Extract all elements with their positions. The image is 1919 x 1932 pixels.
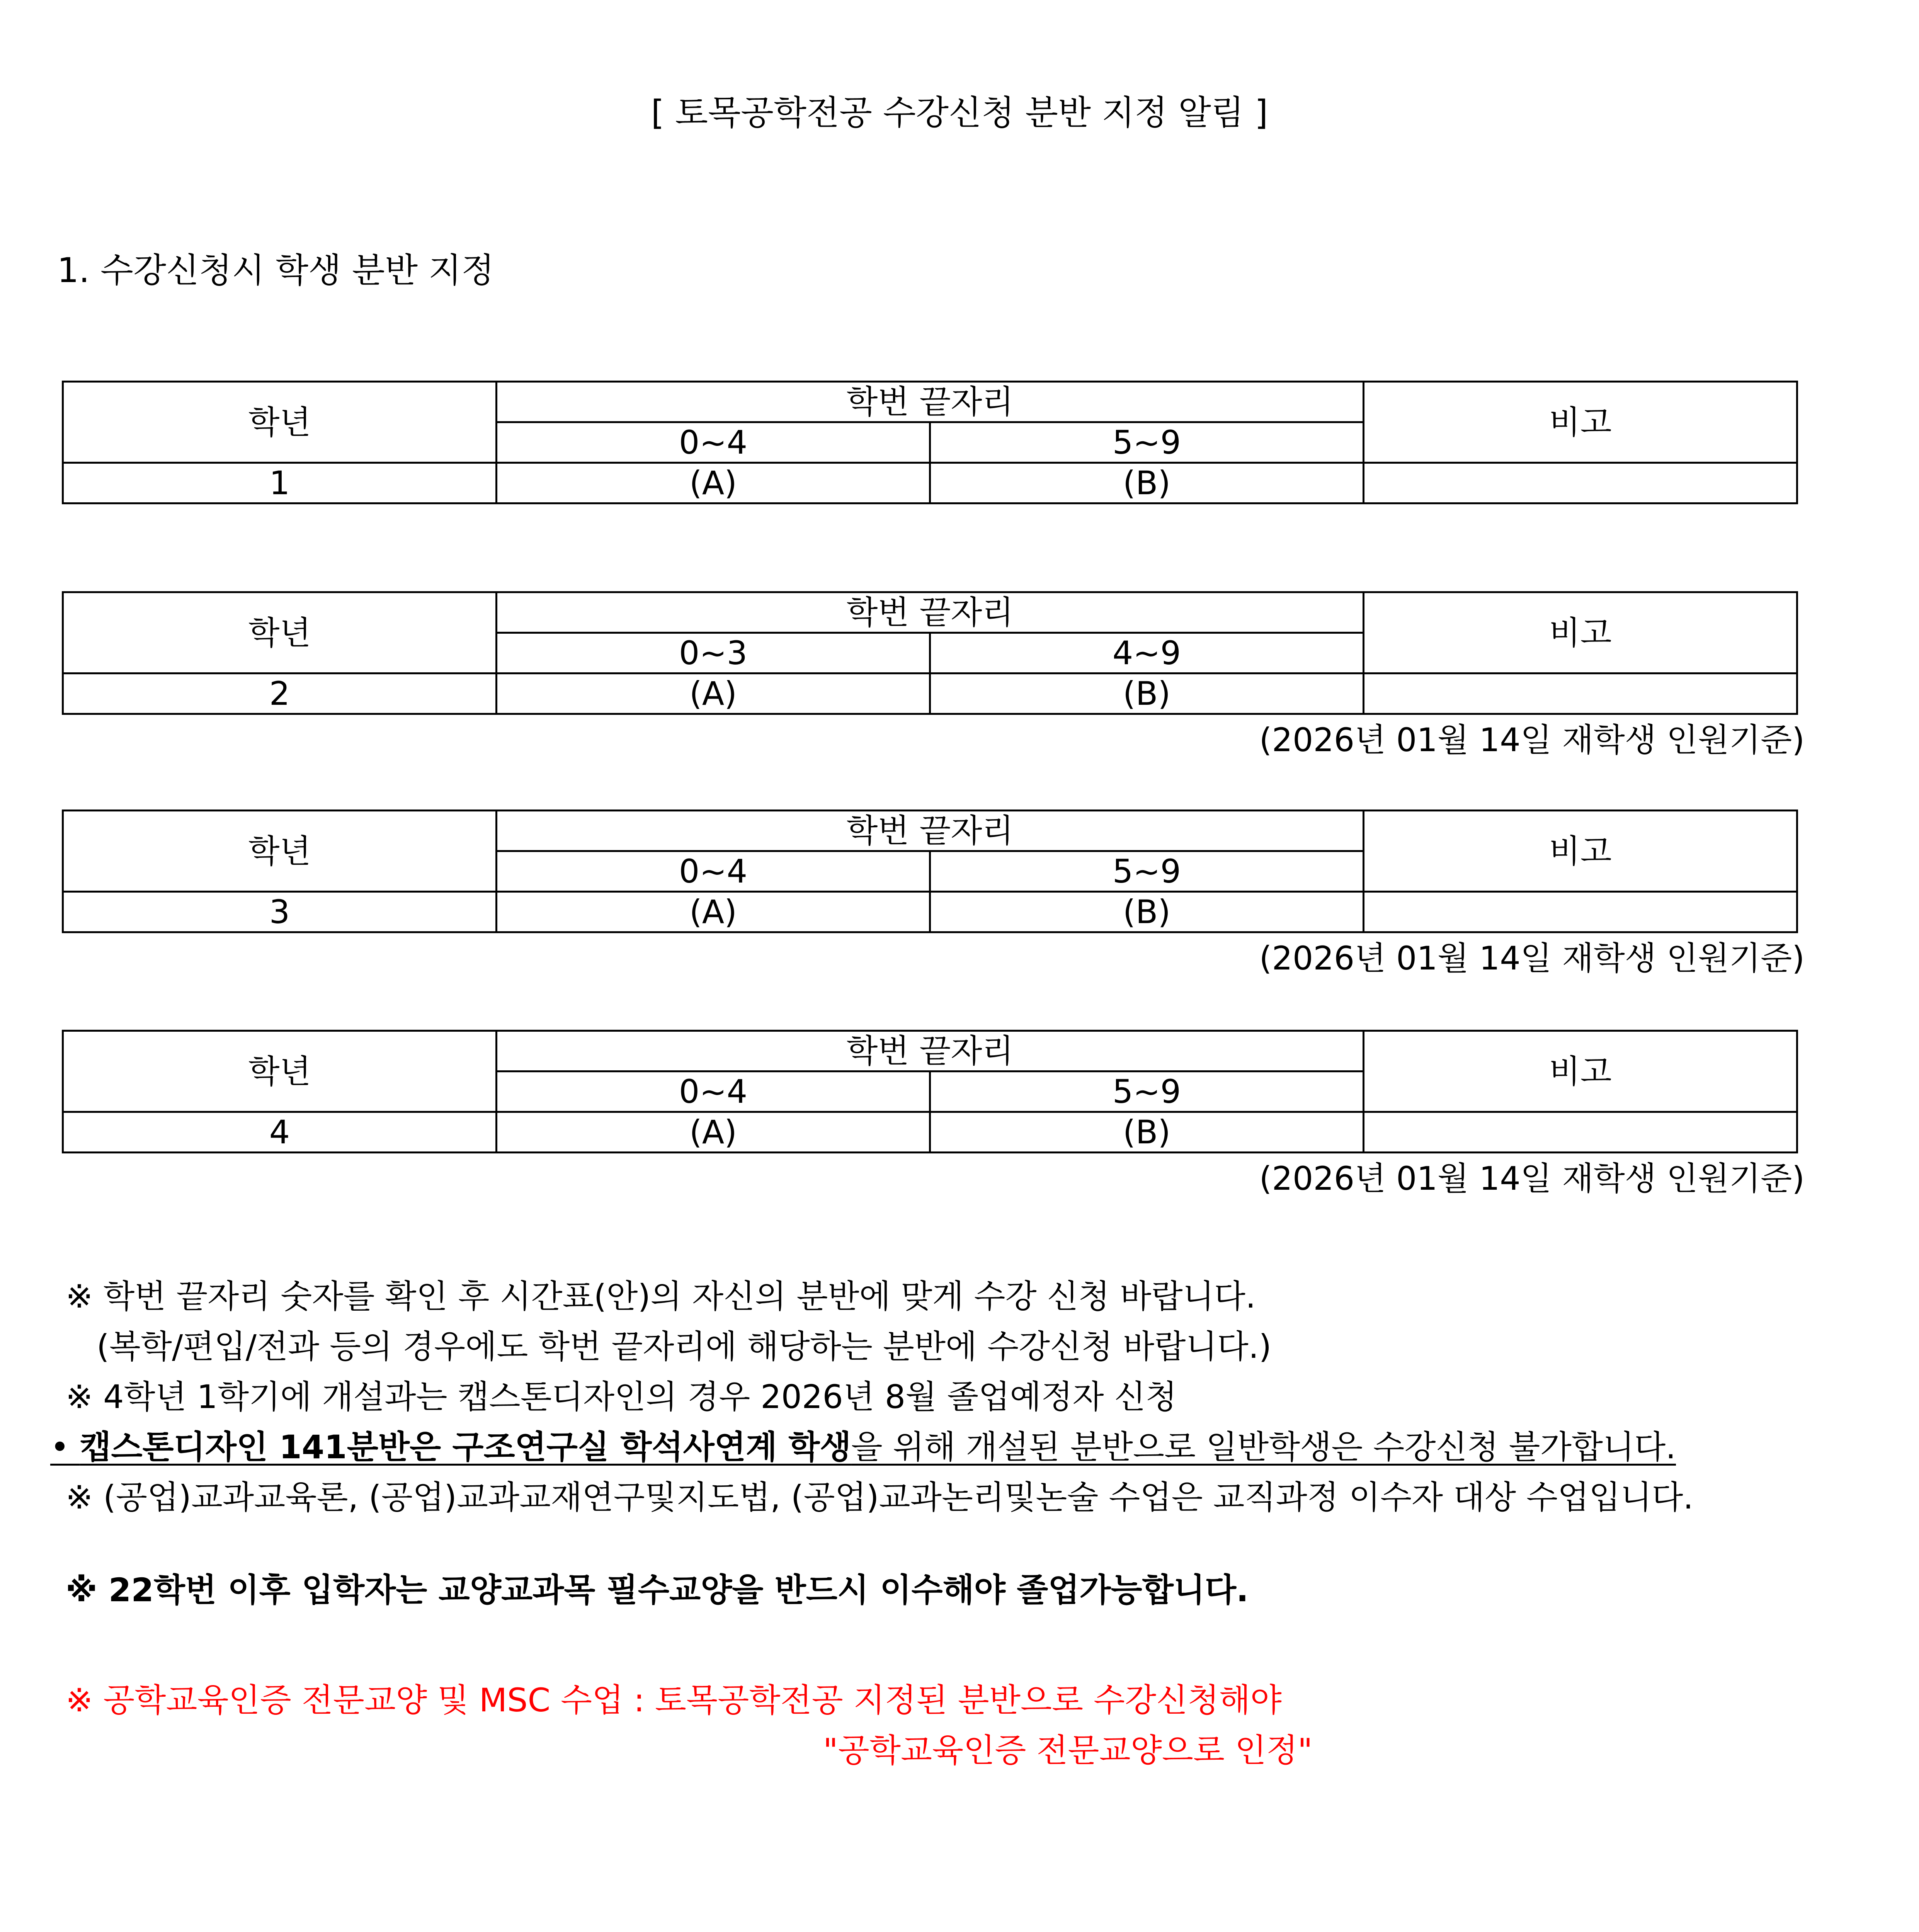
document-title: [ 토목공학전공 수강신청 분반 지정 알림 ] [651, 93, 1268, 133]
digit-range-a: 0~4 [497, 422, 930, 463]
grade-4-section-table [62, 1030, 1798, 1153]
grade-2-section-table [62, 591, 1798, 715]
note-check-section: ※ 학번 끝자리 숫자를 확인 후 시간표(안)의 자신의 분반에 맞게 수강 신청 바랍니다. [66, 1277, 1256, 1315]
grade-value: 1 [63, 463, 497, 503]
grade-1-section-table [62, 381, 1798, 504]
note-transfer-students: (복학/편입/전과 등의 경우에도 학번 끝자리에 해당하는 분반에 수강신청 바랍니다.) [97, 1328, 1272, 1366]
grade-value: 4 [63, 1112, 497, 1153]
student-id-digit-header: 학번 끝자리 [497, 811, 1364, 851]
remarks-header: 비고 [1364, 592, 1797, 673]
section-a-value: (A) [497, 892, 930, 932]
remark-value [1364, 463, 1797, 503]
note-capstone-141 [50, 1426, 1676, 1468]
remarks-header: 비고 [1364, 382, 1797, 463]
digit-range-b: 4~9 [930, 633, 1364, 673]
note-capstone-141-rest: 을 위해 개설된 분반으로 일반학생은 수강신청 불가합니다. [851, 1428, 1676, 1466]
grade-header: 학년 [63, 592, 497, 673]
digit-range-a: 0~4 [497, 851, 930, 892]
note-general-education-required: ※ 22학번 이후 입학자는 교양교과목 필수교양을 반드시 이수해야 졸업가능합니다. [66, 1571, 1249, 1609]
grade-header: 학년 [63, 1031, 497, 1112]
grade-header: 학년 [63, 382, 497, 463]
note-capstone-design: ※ 4학년 1학기에 개설과는 캡스톤디자인의 경우 2026년 8월 졸업예정자 신청 [66, 1378, 1177, 1416]
section-b-value: (B) [930, 463, 1364, 503]
remark-value [1364, 673, 1797, 714]
enrollment-basis-note: (2026년 01월 14일 재학생 인원기준) [1259, 721, 1805, 759]
enrollment-basis-note: (2026년 01월 14일 재학생 인원기준) [1259, 939, 1805, 977]
digit-range-b: 5~9 [930, 1071, 1364, 1112]
section-a-value: (A) [497, 463, 930, 503]
remark-value [1364, 1112, 1797, 1153]
digit-range-b: 5~9 [930, 851, 1364, 892]
remarks-header: 비고 [1364, 811, 1797, 892]
section-heading: 1. 수강신청시 학생 분반 지정 [57, 250, 494, 290]
note-engineering-accreditation: ※ 공학교육인증 전문교양 및 MSC 수업 : 토목공학전공 지정된 분반으로 수강신청해야 [66, 1681, 1282, 1719]
note-engineering-accreditation-recognition: "공학교육인증 전문교양으로 인정" [823, 1731, 1313, 1769]
digit-range-a: 0~4 [497, 1071, 930, 1112]
section-a-value: (A) [497, 1112, 930, 1153]
remark-value [1364, 892, 1797, 932]
remarks-header: 비고 [1364, 1031, 1797, 1112]
student-id-digit-header: 학번 끝자리 [497, 592, 1364, 633]
bullet: • [50, 1428, 80, 1466]
grade-3-section-table [62, 810, 1798, 933]
digit-range-b: 5~9 [930, 422, 1364, 463]
section-b-value: (B) [930, 673, 1364, 714]
section-a-value: (A) [497, 673, 930, 714]
grade-value: 3 [63, 892, 497, 932]
grade-value: 2 [63, 673, 497, 714]
note-capstone-141-emphasis: 캡스톤디자인 141분반은 구조연구실 학석사연계 학생 [80, 1428, 851, 1466]
grade-header: 학년 [63, 811, 497, 892]
enrollment-basis-note: (2026년 01월 14일 재학생 인원기준) [1259, 1160, 1805, 1197]
digit-range-a: 0~3 [497, 633, 930, 673]
student-id-digit-header: 학번 끝자리 [497, 382, 1364, 422]
section-b-value: (B) [930, 1112, 1364, 1153]
student-id-digit-header: 학번 끝자리 [497, 1031, 1364, 1071]
note-teaching-courses: ※ (공업)교과교육론, (공업)교과교재연구및지도법, (공업)교과논리및논술 수업은 교직과정 이수자 대상 수업입니다. [66, 1478, 1694, 1516]
section-b-value: (B) [930, 892, 1364, 932]
